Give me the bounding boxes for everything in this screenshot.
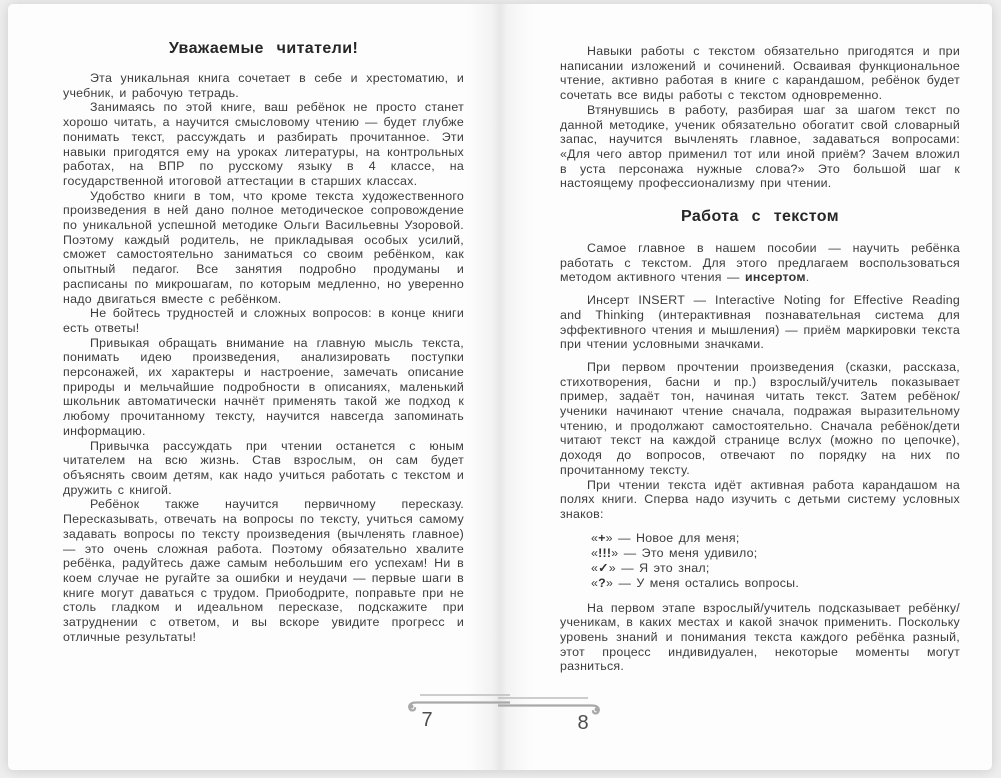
left-page-heading: Уважаемые читатели! [168,40,359,57]
paragraph-pencil-work: При чтении текста идёт активная работа карандашом на полях книги. Сперва надо изучить с детьми систему условных знаков: [560,477,960,521]
right-page-heading: Работа с текстом [681,208,839,226]
paragraph: Навыки работы с текстом обязательно пригодятся и при написании изложений и сочинений. Осваивая функциональное чтение, активно работая в книге с карандашом, ребёнок будет сочетать все виды работы с текстом одновременно. [560,44,960,103]
symbol-meaning: — Новое для меня; [618,530,740,545]
paragraph-first-stage: На первом этапе взрослый/учитель подсказывает ребёнку/ученикам, в каких местах и какой значок применить. Поскольку уровень знаний и понимания текста каждого ребёнка разный, этот процесс индивидуален, некоторые моменты могут разниться. [560,600,960,674]
paragraph-first-reading: При первом прочтении произведения (сказки, рассказа, стихотворения, басни и пр.) взрослый/учитель показывает пример, задаёт тон, начиная читать текст. Затем ребёнок/ученики начинают чтение сначала, подражая выразительному чтению, и продолжают самостоятельно. Сначала ребёнок/дети читают текст на каждой странице вслух (можно по цепочке), доходя до вопросов, отвечают по порядку на них по прочитанному тексту. [560,359,960,477]
symbol-meaning: — Я это знал; [621,561,710,576]
left-page-number: 7 [421,709,433,731]
page-right [500,4,992,770]
symbol-plus: + [598,530,606,545]
right-page-number: 8 [577,712,589,734]
paragraph-method [560,241,960,285]
page-left [8,4,500,770]
paragraph: Втянувшись в работу, разбирая шаг за шагом текст по данной методике, ученик обязательно обогатит свой словарный запас, научится вычленять главное, задаваться вопросами: «Для чего автор применил тот или иной приём? Зачем вложил в уста персонажа нужные слова?» Это большой шаг к настоящему профессионализму при чтении. [560,102,960,191]
symbol-row [591,576,960,591]
symbol-row [591,561,960,576]
symbol-row [591,531,960,546]
paragraph: Эта уникальная книга сочетает в себе и хрестоматию, и учебник, и рабочую тетрадь. [63,71,464,100]
symbol-meaning: — У меня остались вопросы. [618,576,800,591]
paragraph: Ребёнок также научится первичному пересказу. Пересказывать, отвечать на вопросы по тексту, учиться самому задавать вопросы по тексту произведения (вычленять главное) — это очень сложная работа. Поэтому обязательно хвалите ребёнка, радуйтесь даже самым небольшим его успехам! Ни в коем случае не ругайте за ошибки и неудачи — первые шаги в книге могут даваться с трудом. Приободрите, поправьте при не столь гладком и идеальном пересказе, подскажите при затруднении с ответом, и вы вскоре увидите прогресс и отличные результаты! [63,497,464,644]
paragraph-insert-definition: Инсерт INSERT — Interactive Noting for Effective Reading and Thinking (интерактивная познавательная система для эффективного чтения и мышления) — приём маркировки текста при чтении условными значками. [560,293,960,352]
quote-open: « [591,545,599,560]
quote-close: » [605,576,614,591]
symbol-exclamations: !!! [598,545,612,560]
quote-open: « [591,530,599,545]
symbol-meaning: — Это меня удивило; [623,545,758,560]
paragraph: Привыкая обращать внимание на главную мысль текста, понимать идею произведения, анализировать поступки персонажей, их характеры и настроение, замечать описание природы и мельчайшие подробности в описаниях, маленький школьник автоматически начнёт применять такой же подход к любому прочитанному тексту, научится навсегда запоминать информацию. [63,335,464,438]
paragraph: Удобство книги в том, что кроме текста художественного произведения в ней дано полное методическое сопровождение по уникальной успешной методике Ольги Васильевны Узоровой. Поэтому каждый родитель, не прикладывая особых усилий, сможет самостоятельно заниматься со своим ребёнком, как опытный педагог. Все занятия подробно продуманы и расписаны по микрошагам, по которым медленно, но уверенно надо двигаться вместе с ребёнком. [63,188,464,306]
quote-open: « [591,576,599,591]
paragraph: Привычка рассуждать при чтении останется с юным читателем на всю жизнь. Став взрослым, он сам будет объяснять своим детям, как надо учиться работать с текстом и дружить с книгой. [63,438,464,497]
paragraph: Не бойтесь трудностей и сложных вопросов: в конце книги есть ответы! [63,306,464,335]
method-text: Самое главное в нашем пособии — научить ребёнка работать с текстом. Для этого предлагаем воспользоваться методом активного чтения — [560,241,960,285]
symbol-checkmark: ✓ [598,561,609,576]
book-spread [8,4,992,770]
quote-close: » [611,545,619,560]
quote-open: « [591,561,599,576]
symbol-row [591,546,960,561]
quote-close: » [608,561,616,576]
paragraph: Занимаясь по этой книге, ваш ребёнок не просто станет хорошо читать, а научится смысловому чтению — будет глубже понимать текст, рассуждать и разбирать прочитанное. Эти навыки пригодятся ему на уроках литературы, на контрольных работах, на ВПР по русскому языку в 4 классе, на государственной итоговой аттестации в старших классах. [63,100,464,188]
quote-close: » [605,530,613,545]
marking-symbols-list [591,531,960,592]
method-suffix: . [805,270,810,285]
method-term: инсертом [744,270,806,285]
symbol-question: ? [598,576,606,591]
